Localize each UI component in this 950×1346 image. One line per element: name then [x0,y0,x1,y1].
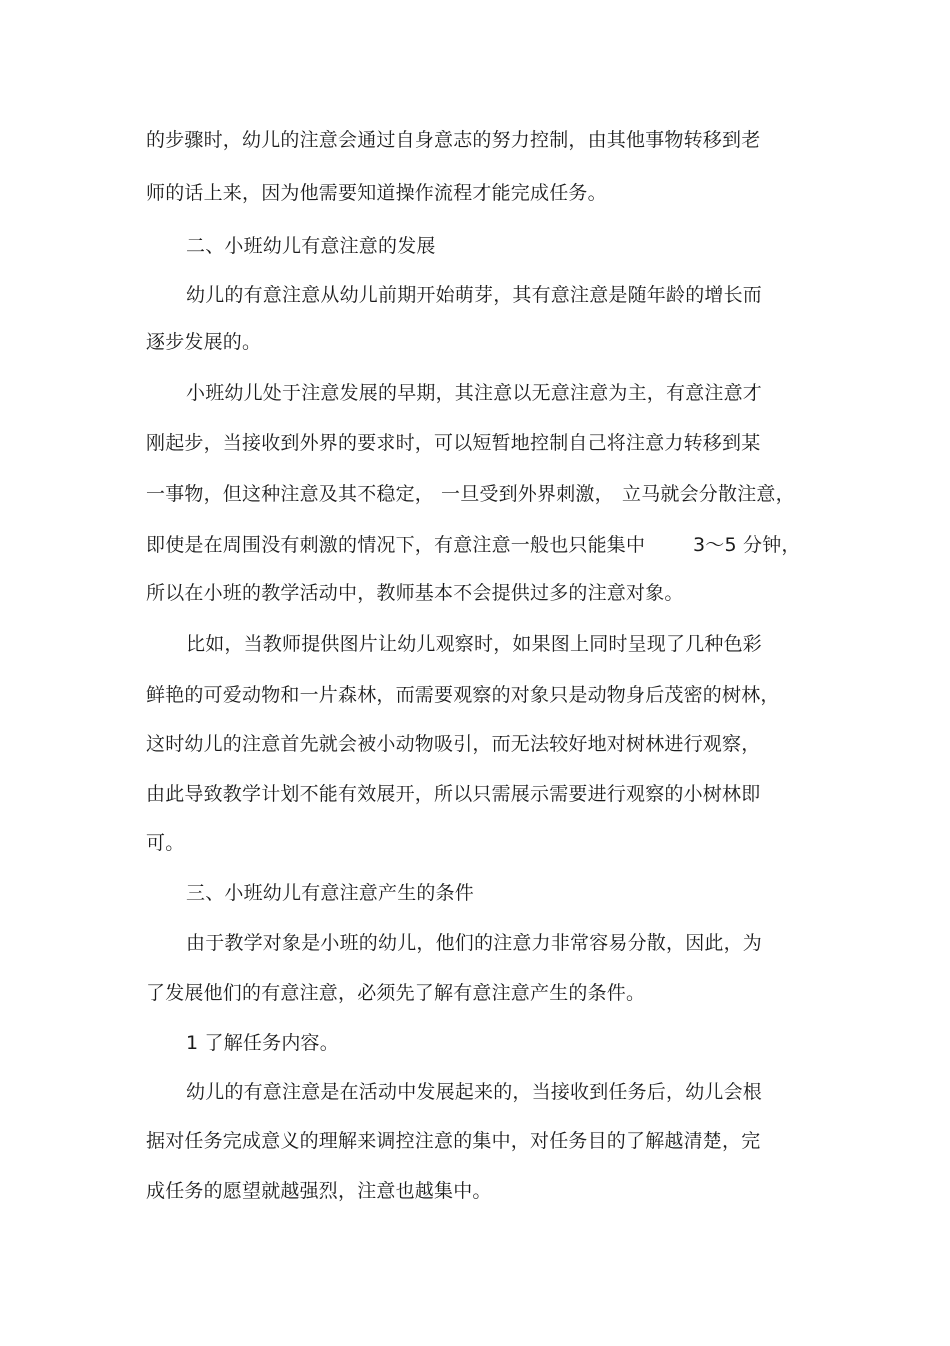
text-segment: 即使是在周围没有刺激的情况下，有意注意一般也只能集中 [146,534,646,556]
text-line: 幼儿的有意注意从幼儿前期开始萌芽，其有意注意是随年龄的增长而 [186,284,763,306]
text-line-segmented [146,532,801,558]
text-line: 由此导致教学计划不能有效展开，所以只需展示需要进行观察的小树林即 [146,783,761,805]
text-line: 逐步发展的。 [146,331,262,353]
subheading: 1 了解任务内容。 [186,1032,339,1054]
text-line: 由于教学对象是小班的幼儿，他们的注意力非常容易分散，因此，为 [186,932,763,954]
text-segment: 3～5 分钟， [693,534,801,556]
text-line: 这时幼儿的注意首先就会被小动物吸引，而无法较好地对树林进行观察， [146,733,761,755]
text-line-segmented [146,481,795,507]
text-line: 成任务的愿望就越强烈，注意也越集中。 [146,1180,492,1202]
text-line: 据对任务完成意义的理解来调控注意的集中，对任务目的了解越清楚，完 [146,1130,761,1152]
text-line: 所以在小班的教学活动中，教师基本不会提供过多的注意对象。 [146,582,684,604]
text-line: 幼儿的有意注意是在活动中发展起来的，当接收到任务后，幼儿会根 [186,1081,763,1103]
text-line: 刚起步，当接收到外界的要求时，可以短暂地控制自己将注意力转移到某 [146,432,761,454]
text-segment: 立马就会分散注意， [622,483,795,505]
text-segment: 一事物，但这种注意及其不稳定， [146,483,435,505]
text-segment: 一旦受到外界刺激， [441,483,614,505]
text-line: 了发展他们的有意注意，必须先了解有意注意产生的条件。 [146,982,646,1004]
text-line: 的步骤时，幼儿的注意会通过自身意志的努力控制，由其他事物转移到老 [146,129,761,151]
section-heading: 二、小班幼儿有意注意的发展 [186,235,436,257]
text-line: 比如，当教师提供图片让幼儿观察时，如果图上同时呈现了几种色彩 [186,633,763,655]
section-heading: 三、小班幼儿有意注意产生的条件 [186,882,475,904]
text-line: 鲜艳的可爱动物和一片森林，而需要观察的对象只是动物身后茂密的树林， [146,684,780,706]
text-line: 师的话上来，因为他需要知道操作流程才能完成任务。 [146,182,607,204]
text-line: 小班幼儿处于注意发展的早期，其注意以无意注意为主，有意注意才 [186,382,763,404]
text-line: 可。 [146,832,185,854]
